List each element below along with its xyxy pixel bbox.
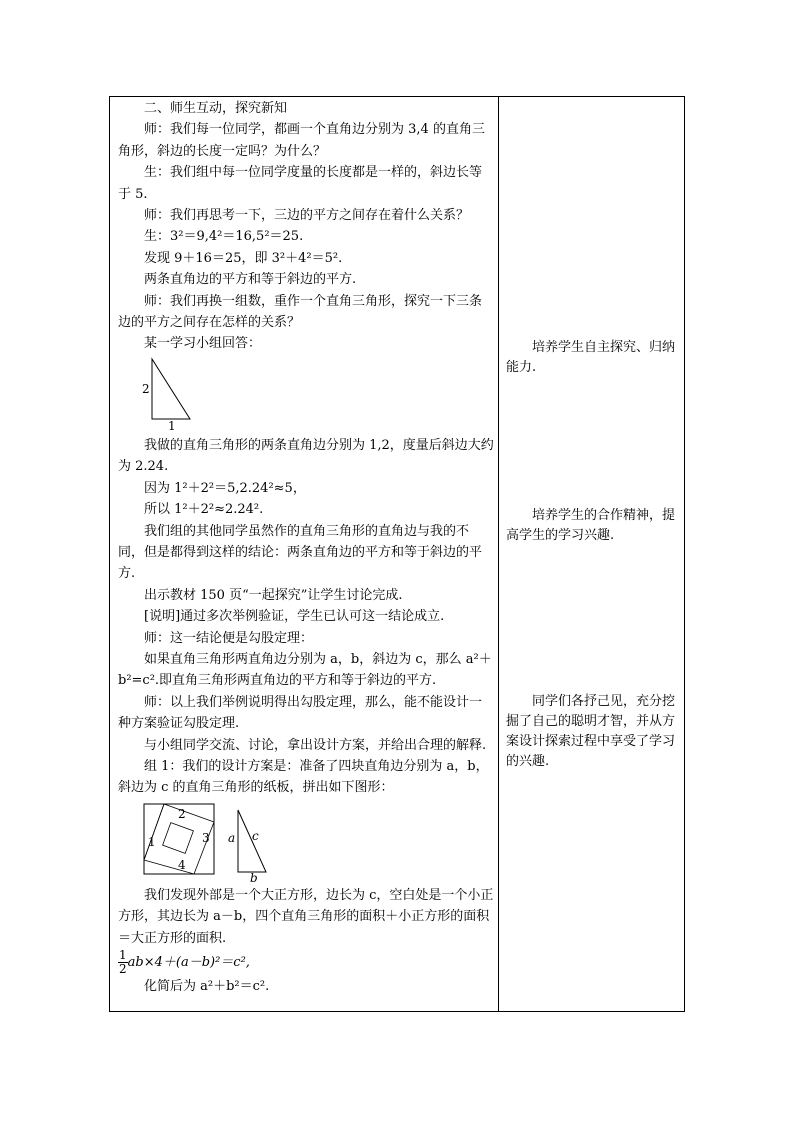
formula-rest: ab×4＋(a－b)²＝c², [127, 955, 250, 970]
text-line: 与小组同学交流、讨论，拿出设计方案，并给出合理的解释. [144, 737, 487, 753]
section-title: 二、师生互动，探究新知 [144, 101, 288, 116]
text-line: [说明]通过多次举例验证，学生已认可这一结论成立. [144, 609, 445, 625]
area-formula [118, 949, 494, 976]
leg-label-bottom: 1 [168, 418, 176, 433]
side-label-a: a [228, 830, 236, 845]
text-line: 师：以上我们举例说明得出勾股定理，那么，能不能设计一种方案验证勾股定理. [118, 694, 483, 732]
fraction-half: $\frac{1}{2}$ [119, 948, 127, 976]
text-line: 生：3²＝9,4²＝16,5²＝25. [144, 229, 304, 245]
text-line: 师：我们再思考一下，三边的平方之间存在着什么关系？ [144, 208, 470, 224]
side-note-3: 同学们各抒己见，充分挖掘了自己的聪明才智，并从方案设计探索过程中享受了学习的兴趣. [506, 694, 676, 769]
text-line: 组 1：我们的设计方案是：准备了四块直角边分别为 a，b，斜边为 c 的直角三角形的纸板，拼出如下图形： [118, 758, 489, 796]
text-line: 我们发现外部是一个大正方形，边长为 c，空白处是一个小正方形，其边长为 a－b，四个直角三角形的面积＋小正方形的面积＝大正方形的面积. [118, 887, 494, 946]
pythagoras-square-diagram [128, 802, 388, 882]
column-divider [498, 96, 499, 1012]
text-line: 出示教材 150 页“一起探究”让学生讨论完成. [144, 587, 403, 603]
leg-label-left: 2 [142, 381, 150, 396]
side-note-1: 培养学生自主探究、归纳能力. [506, 340, 676, 375]
square-proof-figure [128, 802, 388, 882]
text-line: 如果直角三角形两直角边分别为 a，b，斜边为 c，那么 a²＋b²=c².即直角三角形两直角边的平方和等于斜边的平方. [118, 651, 492, 689]
region-label-1: 1 [148, 834, 156, 849]
text-line: 两条直角边的平方和等于斜边的平方. [144, 272, 357, 288]
text-line: 所以 1²＋2²≈2.24². [144, 502, 264, 518]
text-line: 发现 9＋16＝25，即 3²＋4²＝5². [144, 250, 343, 266]
text-line: 师：这一结论便是勾股定理： [144, 630, 314, 646]
triangle-figure-1-2 [140, 355, 220, 433]
side-note-2: 培养学生的合作精神，提高学生的学习兴趣. [506, 508, 676, 543]
text-line: 某一学习小组回答： [144, 336, 262, 352]
region-label-3: 3 [202, 830, 210, 845]
text-line: 我们组的其他同学虽然作的直角三角形的直角边与我的不同，但是都得到这样的结论：两条直角边的平方和等于斜边的平方. [118, 523, 483, 582]
text-line: 我做的直角三角形的两条直角边分别为 1,2，度量后斜边大约为 2.24. [118, 437, 494, 475]
right-triangle-diagram [140, 355, 220, 433]
side-label-b: b [250, 870, 258, 882]
main-column [118, 98, 494, 997]
text-line: 生：我们组中每一位同学度量的长度都是一样的，斜边长等于 5. [118, 165, 483, 202]
text-line: 师：我们再换一组数，重作一个直角三角形，探究一下三条边的平方之间存在怎样的关系？ [118, 293, 483, 331]
region-label-2: 2 [178, 806, 186, 821]
region-label-4: 4 [178, 857, 186, 872]
text-line-final: 化简后为 a²＋b²＝c². [144, 979, 270, 994]
side-label-c: c [252, 828, 259, 843]
text-line: 因为 1²＋2²＝5,2.24²≈5， [144, 480, 306, 496]
text-line: 师：我们每一位同学，都画一个直角边分别为 3,4 的直角三角形，斜边的长度一定吗？为什么？ [118, 122, 485, 159]
